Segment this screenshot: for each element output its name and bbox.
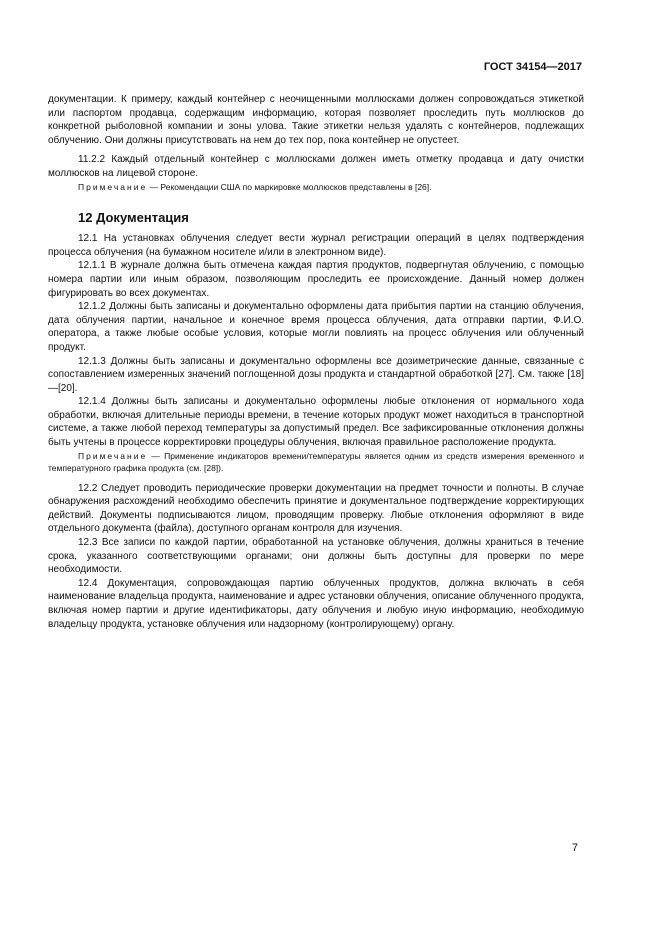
page-header-doc-code: ГОСТ 34154—2017 bbox=[483, 61, 582, 73]
document-body bbox=[48, 93, 584, 631]
paragraph-12-1-2: 12.1.2 Должны быть записаны и документально оформлены дата прибытия партии на станцию облучения, дата облучения партии, начальное и конечное время процесса облучения, дата отправки партии, Ф.И.О. оператора, а также любые особые условия, которые могли повлиять на процесс облучения или облученный продукт. bbox=[48, 301, 584, 353]
note-text: — Рекомендации США по маркировке моллюсков представлены в [26]. bbox=[147, 181, 432, 192]
note-text: — Применение индикаторов времени/температуры является одним из средств измерения временного и температурного графика продукта (см. [28]). bbox=[48, 450, 584, 473]
paragraph-11-2-2: 11.2.2 Каждый отдельный контейнер с моллюсками должен иметь отметку продавца и дату очистки моллюсков на лицевой стороне. bbox=[48, 154, 584, 179]
paragraph-12-2: 12.2 Следует проводить периодические проверки документации на предмет точности и полноты. В случае обнаружения расхождений необходимо обеспечить принятие и документальное подтверждение корректирующих действий. Документы подписываются лицом, проводящим проверку. Любые отклонения оформляют в виде отдельного документа (файла), доступного органам контроля для изучения. bbox=[48, 482, 584, 535]
note-12 bbox=[48, 450, 584, 474]
note-11 bbox=[48, 181, 584, 193]
note-label: Примечание bbox=[78, 450, 148, 461]
note-label: Примечание bbox=[78, 181, 148, 192]
paragraph-12-3: 12.3 Все записи по каждой партии, обработанной на установке облучения, должны храниться в течение срока, указанного соответствующими органами; они должны быть доступны для проверки по мере необходимости. bbox=[48, 537, 584, 576]
paragraph-12-1-1: 12.1.1 В журнале должна быть отмечена каждая партия продуктов, подвергнутая облучению, с помощью номера партии или иным образом, позволяющим проследить ее происхождение. Данный номер должен фигурировать во всех документах. bbox=[48, 260, 584, 299]
section-heading-12: 12 Документация bbox=[78, 209, 189, 225]
paragraph-12-1-4: 12.1.4 Должны быть записаны и документально оформлены любые отклонения от нормального хода обработки, включая длительные периоды времени, в течение которых продукт может находиться в транспортной системе, а также любой переход температуры за допустимый предел. Все зафиксированные отклонения должны быть учтены в процессе корректировки процедуры облучения, включая правильное расположение продукта. bbox=[48, 396, 584, 449]
paragraph-continuation: документации. К примеру, каждый контейнер с неочищенными моллюсками должен сопровождаться этикеткой или паспортом продавца, содержащим информацию, которая позволяет проследить путь моллюсков до конкретной рыболовной компании и зоны улова. Такие этикетки нельзя удалять с контейнеров, подлежащих облучению. Они должны присутствовать на нем до тех пор, пока контейнер не опустеет. bbox=[48, 94, 584, 146]
paragraph-12-1: 12.1 На установках облучения следует вести журнал регистрации операций в целях подтверждения процесса облучения (на бумажном носителе и/или в электронном виде). bbox=[48, 233, 584, 258]
paragraph-12-4: 12.4 Документация, сопровождающая партию облученных продуктов, должна включать в себя наименование владельца продукта, наименование и адрес установки облучения, описание облученного продукта, включая номер партии и другие идентификаторы, дату облучения и любую иную информацию, необходимую владельцу продукта, установке облучения или надзорному (контролирующему) органу. bbox=[48, 577, 584, 630]
paragraph-12-1-3: 12.1.3 Должны быть записаны и документально оформлены все дозиметрические данные, связанные с сопоставлением измеренных значений поглощенной дозы продукта и стандартной обработкой [27]. См. также [18]—[20]. bbox=[48, 355, 584, 394]
page-number: 7 bbox=[571, 842, 578, 854]
